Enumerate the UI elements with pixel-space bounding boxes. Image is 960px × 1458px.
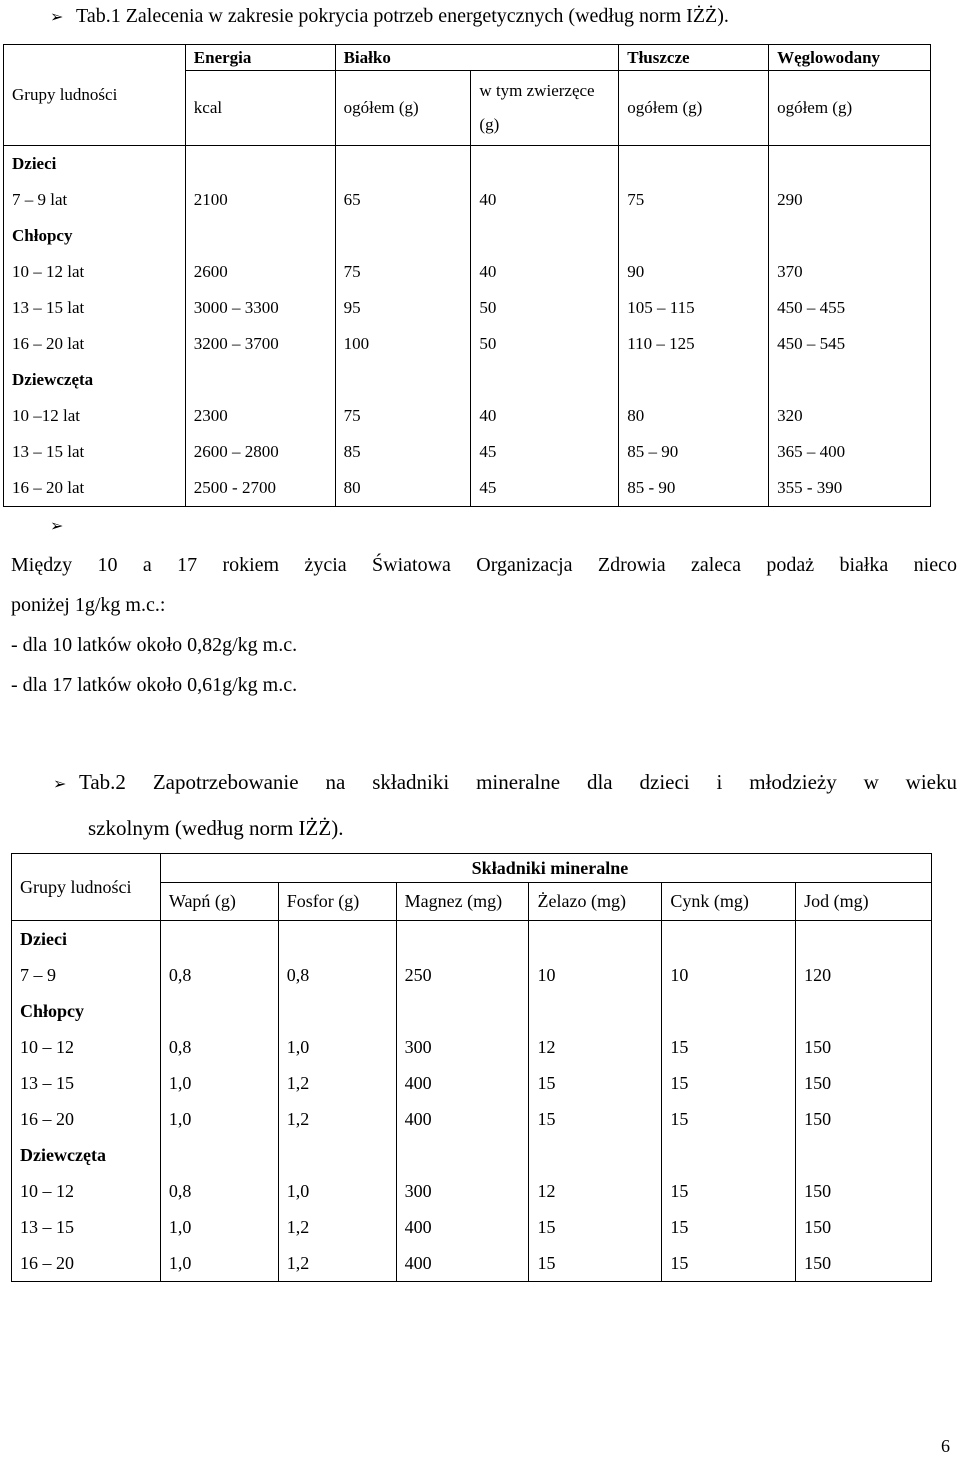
- table-cell: 400: [396, 1065, 529, 1101]
- empty-cell: [471, 362, 619, 398]
- group-row: [12, 993, 932, 1029]
- table-cell: 1,0: [160, 1245, 278, 1282]
- table-cell: 0,8: [160, 1029, 278, 1065]
- sub-header-zwierzece: w tym zwierzęce (g): [471, 71, 619, 146]
- empty-cell: [769, 146, 931, 183]
- table-cell: 15: [529, 1065, 662, 1101]
- col-header-groups: Grupy ludności: [4, 45, 186, 146]
- table-cell: 50: [471, 290, 619, 326]
- table-cell: 15: [662, 1173, 796, 1209]
- table-cell: 150: [796, 1101, 932, 1137]
- table-cell: 40: [471, 254, 619, 290]
- table-cell: 40: [471, 182, 619, 218]
- empty-cell: [662, 921, 796, 958]
- table-cell: 3000 – 3300: [185, 290, 335, 326]
- table-cell: 85 - 90: [619, 470, 769, 507]
- table-cell: 15: [662, 1245, 796, 1282]
- table-cell: 1,0: [278, 1029, 396, 1065]
- sub-header-tluszcze-ogolem: ogółem (g): [619, 71, 769, 146]
- empty-cell: [335, 146, 471, 183]
- row-label: 13 – 15: [12, 1209, 161, 1245]
- group-label: Dzieci: [12, 921, 161, 958]
- table-cell: 85 – 90: [619, 434, 769, 470]
- group-row: [12, 1137, 932, 1173]
- table-cell: 80: [619, 398, 769, 434]
- row-label: 7 – 9: [12, 957, 161, 993]
- sub-header-magnez: Magnez (mg): [396, 883, 529, 921]
- table-row: [12, 1029, 932, 1065]
- table-cell: 1,0: [278, 1173, 396, 1209]
- arrow-bullet-icon: ➢: [50, 516, 64, 535]
- minerals-table: [11, 853, 932, 1282]
- table-cell: 15: [662, 1209, 796, 1245]
- table-cell: 355 - 390: [769, 470, 931, 507]
- table-cell: 150: [796, 1173, 932, 1209]
- table-cell: 95: [335, 290, 471, 326]
- heading-tab2-line-1: Tab.2 Zapotrzebowanie na składniki mineralne dla dzieci i młodzieży w wieku: [79, 770, 957, 794]
- table-row: [12, 1173, 932, 1209]
- table-row: [12, 1065, 932, 1101]
- group-label: Dziewczęta: [4, 362, 186, 398]
- table-row: [4, 290, 931, 326]
- empty-cell: [662, 993, 796, 1029]
- empty-cell: [185, 146, 335, 183]
- table-cell: 10: [529, 957, 662, 993]
- table-cell: 0,8: [278, 957, 396, 993]
- empty-cell: [796, 1137, 932, 1173]
- empty-cell: [278, 921, 396, 958]
- sub-header-jod: Jod (mg): [796, 883, 932, 921]
- table-cell: 320: [769, 398, 931, 434]
- empty-cell: [160, 921, 278, 958]
- row-label: 10 – 12 lat: [4, 254, 186, 290]
- table-cell: 150: [796, 1209, 932, 1245]
- col-header-weglowodany: Węglowodany: [769, 45, 931, 71]
- table-row: [4, 398, 931, 434]
- row-label: 13 – 15 lat: [4, 434, 186, 470]
- empty-cell: [396, 921, 529, 958]
- table-row: [12, 957, 932, 993]
- col-header-bialko: Białko: [335, 45, 619, 71]
- empty-cell: [662, 1137, 796, 1173]
- table-cell: 0,8: [160, 957, 278, 993]
- empty-cell: [278, 993, 396, 1029]
- table-cell: 1,0: [160, 1209, 278, 1245]
- row-label: 16 – 20 lat: [4, 326, 186, 362]
- empty-cell: [396, 1137, 529, 1173]
- row-label: 7 – 9 lat: [4, 182, 186, 218]
- table-cell: 75: [619, 182, 769, 218]
- table-cell: 75: [335, 398, 471, 434]
- table-cell: 65: [335, 182, 471, 218]
- empty-cell: [160, 993, 278, 1029]
- row-label: 16 – 20: [12, 1101, 161, 1137]
- table-cell: 0,8: [160, 1173, 278, 1209]
- table-cell: 1,0: [160, 1101, 278, 1137]
- table-cell: 370: [769, 254, 931, 290]
- paragraph-line-1: Między 10 a 17 rokiem życia Światowa Organizacja Zdrowia zaleca podaż białka nieco: [11, 554, 957, 576]
- empty-cell: [769, 362, 931, 398]
- col-header-tluszcze: Tłuszcze: [619, 45, 769, 71]
- group-label: Dzieci: [4, 146, 186, 183]
- table-row: [4, 326, 931, 362]
- group-row: [4, 146, 931, 183]
- arrow-bullet-icon: ➢: [53, 774, 67, 793]
- table-cell: 15: [662, 1065, 796, 1101]
- sub-header-kcal: kcal: [185, 71, 335, 146]
- table-cell: 105 – 115: [619, 290, 769, 326]
- group-label: Chłopcy: [12, 993, 161, 1029]
- table-cell: 45: [471, 434, 619, 470]
- heading-tab2-line-2: szkolnym (według norm IŻŻ).: [88, 816, 344, 840]
- table-row: [4, 434, 931, 470]
- bullet-paragraph: [50, 513, 76, 538]
- empty-cell: [396, 993, 529, 1029]
- paragraph-line-4: - dla 17 latków około 0,61g/kg m.c.: [11, 674, 298, 696]
- empty-cell: [796, 993, 932, 1029]
- table-cell: 10: [662, 957, 796, 993]
- row-label: 10 –12 lat: [4, 398, 186, 434]
- table-cell: 15: [662, 1101, 796, 1137]
- table-cell: 100: [335, 326, 471, 362]
- table-cell: 12: [529, 1173, 662, 1209]
- table-cell: 90: [619, 254, 769, 290]
- table-cell: 85: [335, 434, 471, 470]
- empty-cell: [185, 218, 335, 254]
- table-cell: 300: [396, 1173, 529, 1209]
- table-cell: 150: [796, 1029, 932, 1065]
- table-cell: 40: [471, 398, 619, 434]
- group-row: [12, 921, 932, 958]
- table-row: [12, 1101, 932, 1137]
- table-cell: 1,2: [278, 1209, 396, 1245]
- sub-header-fosfor: Fosfor (g): [278, 883, 396, 921]
- sub-header-cynk: Cynk (mg): [662, 883, 796, 921]
- empty-cell: [471, 218, 619, 254]
- empty-cell: [619, 218, 769, 254]
- empty-cell: [278, 1137, 396, 1173]
- table-cell: 15: [662, 1029, 796, 1065]
- row-label: 16 – 20 lat: [4, 470, 186, 507]
- table-row: [4, 182, 931, 218]
- table-cell: 120: [796, 957, 932, 993]
- table-row: [12, 1209, 932, 1245]
- table-row: [4, 470, 931, 507]
- col-header-skladniki: Składniki mineralne: [160, 854, 931, 883]
- empty-cell: [335, 218, 471, 254]
- table-cell: 365 – 400: [769, 434, 931, 470]
- empty-cell: [529, 993, 662, 1029]
- table-cell: 12: [529, 1029, 662, 1065]
- col-header-energia: Energia: [185, 45, 335, 71]
- table-cell: 150: [796, 1245, 932, 1282]
- who-paragraph: [11, 545, 957, 705]
- table-cell: 80: [335, 470, 471, 507]
- table-cell: 110 – 125: [619, 326, 769, 362]
- empty-cell: [619, 146, 769, 183]
- table-cell: 1,0: [160, 1065, 278, 1101]
- empty-cell: [471, 146, 619, 183]
- row-label: 10 – 12: [12, 1029, 161, 1065]
- table-row: [4, 254, 931, 290]
- table-cell: 450 – 545: [769, 326, 931, 362]
- empty-cell: [529, 921, 662, 958]
- table-cell: 250: [396, 957, 529, 993]
- table-cell: 2300: [185, 398, 335, 434]
- table-cell: 2600: [185, 254, 335, 290]
- table-cell: 450 – 455: [769, 290, 931, 326]
- table-cell: 400: [396, 1101, 529, 1137]
- table-cell: 400: [396, 1209, 529, 1245]
- empty-cell: [796, 921, 932, 958]
- row-label: 10 – 12: [12, 1173, 161, 1209]
- heading-tab1-text: Tab.1 Zalecenia w zakresie pokrycia potrzeb energetycznych (według norm IŻŻ).: [76, 5, 729, 27]
- table-cell: 15: [529, 1101, 662, 1137]
- table-cell: 75: [335, 254, 471, 290]
- table-cell: 150: [796, 1065, 932, 1101]
- table-cell: 1,2: [278, 1101, 396, 1137]
- energy-table: [3, 44, 931, 507]
- sub-header-wapn: Wapń (g): [160, 883, 278, 921]
- table-cell: 2600 – 2800: [185, 434, 335, 470]
- empty-cell: [160, 1137, 278, 1173]
- table-cell: 15: [529, 1209, 662, 1245]
- table-cell: 2500 - 2700: [185, 470, 335, 507]
- heading-tab1: [50, 4, 729, 29]
- paragraph-line-3: - dla 10 latków około 0,82g/kg m.c.: [11, 634, 298, 656]
- empty-cell: [185, 362, 335, 398]
- heading-tab2: [53, 760, 957, 850]
- group-label: Dziewczęta: [12, 1137, 161, 1173]
- page-number: 6: [941, 1436, 950, 1456]
- table-cell: 290: [769, 182, 931, 218]
- table-cell: 45: [471, 470, 619, 507]
- table-cell: 300: [396, 1029, 529, 1065]
- row-label: 13 – 15 lat: [4, 290, 186, 326]
- empty-cell: [769, 218, 931, 254]
- sub-header-zelazo: Żelazo (mg): [529, 883, 662, 921]
- arrow-bullet-icon: ➢: [50, 7, 64, 26]
- table-cell: 1,2: [278, 1245, 396, 1282]
- empty-cell: [529, 1137, 662, 1173]
- table-cell: 15: [529, 1245, 662, 1282]
- table-cell: 2100: [185, 182, 335, 218]
- table-cell: 50: [471, 326, 619, 362]
- group-label: Chłopcy: [4, 218, 186, 254]
- group-row: [4, 218, 931, 254]
- table-cell: 400: [396, 1245, 529, 1282]
- paragraph-line-2: poniżej 1g/kg m.c.:: [11, 594, 166, 616]
- table-cell: 3200 – 3700: [185, 326, 335, 362]
- group-row: [4, 362, 931, 398]
- col-header-groups: Grupy ludności: [12, 854, 161, 921]
- empty-cell: [619, 362, 769, 398]
- table-cell: 1,2: [278, 1065, 396, 1101]
- sub-header-bialko-ogolem: ogółem (g): [335, 71, 471, 146]
- empty-cell: [335, 362, 471, 398]
- row-label: 13 – 15: [12, 1065, 161, 1101]
- row-label: 16 – 20: [12, 1245, 161, 1282]
- table-row: [12, 1245, 932, 1282]
- sub-header-weglowodany-ogolem: ogółem (g): [769, 71, 931, 146]
